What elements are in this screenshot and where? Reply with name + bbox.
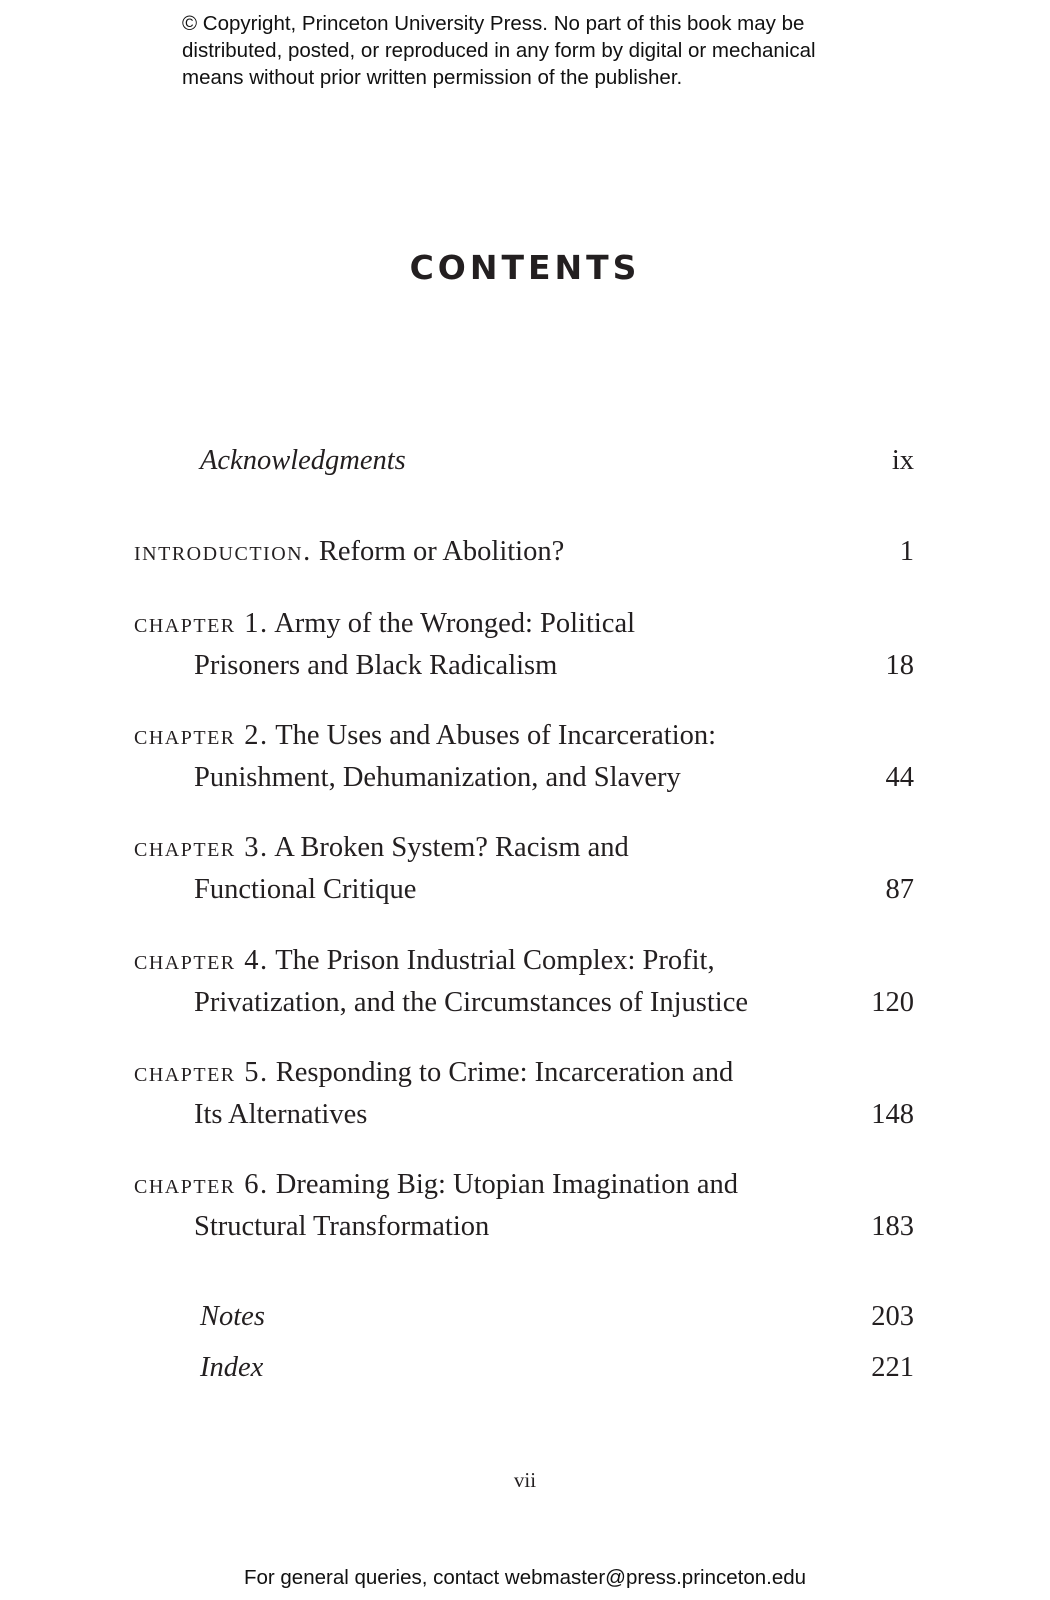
toc-entry-title: Responding to Crime: Incarceration and (275, 1057, 734, 1088)
copyright-line: means without prior written permission of the publisher. (182, 66, 683, 89)
toc-entry-label: chapter 1. (134, 608, 269, 639)
toc-entry-label: chapter 6. (134, 1169, 269, 1200)
toc-page-number: 44 (885, 762, 914, 793)
toc-entry-label: chapter 5. (134, 1057, 269, 1088)
toc-page-number: 120 (871, 987, 914, 1018)
toc-page-number: 148 (871, 1099, 914, 1130)
toc-entry-chapter-2[interactable] (134, 715, 914, 799)
toc-entry-title: Army of the Wronged: Political (274, 608, 636, 639)
toc-entry-title-continued: Prisoners and Black Radicalism (194, 650, 558, 681)
toc-entry-label: chapter 2. (134, 720, 269, 751)
toc-entry-label: chapter 3. (134, 832, 269, 863)
toc-entry-title-continued: Functional Critique (194, 874, 417, 905)
toc-page-number: 1 (899, 536, 914, 567)
toc-page-number: ix (891, 445, 914, 476)
toc-entry-notes[interactable] (200, 1296, 914, 1338)
toc-entry-label: introduction. (134, 536, 312, 567)
toc-entry-chapter-4[interactable] (134, 940, 914, 1024)
toc-page-number: 203 (871, 1301, 914, 1332)
toc-entry-title: The Uses and Abuses of Incarceration: (275, 720, 717, 751)
toc-entry-acknowledgments[interactable] (200, 440, 914, 482)
toc-entry-introduction[interactable] (134, 531, 914, 573)
toc-entry-title: Notes (200, 1301, 265, 1332)
toc-entry-title: Index (200, 1352, 264, 1383)
copyright-notice (182, 10, 942, 91)
page-folio: vii (513, 1468, 537, 1492)
toc-entry-title-continued: Its Alternatives (194, 1099, 368, 1130)
toc-entry-title-continued: Structural Transformation (194, 1211, 490, 1242)
toc-entry-title-continued: Punishment, Dehumanization, and Slavery (194, 762, 681, 793)
footer-contact: For general queries, contact webmaster@press.princeton.edu (243, 1566, 807, 1589)
toc-entry-chapter-5[interactable] (134, 1052, 914, 1136)
toc-entry-title: Reform or Abolition? (318, 536, 565, 567)
copyright-line: © Copyright, Princeton University Press. No part of this book may be (182, 12, 805, 35)
toc-entry-title: The Prison Industrial Complex: Profit, (275, 945, 715, 976)
toc-entry-title: Dreaming Big: Utopian Imagination and (275, 1169, 738, 1200)
toc-entry-chapter-3[interactable] (134, 827, 914, 911)
page-title: CONTENTS (409, 248, 641, 287)
toc-page-number: 18 (885, 650, 914, 681)
toc-entry-title: A Broken System? Racism and (274, 832, 629, 863)
toc-page-number: 183 (871, 1211, 914, 1242)
toc-page-number: 87 (885, 874, 914, 905)
toc-entry-title-continued: Privatization, and the Circumstances of Injustice (194, 987, 749, 1018)
toc-entry-title: Acknowledgments (200, 445, 406, 476)
toc-entry-chapter-6[interactable] (134, 1164, 914, 1248)
toc-entry-index[interactable] (200, 1347, 914, 1389)
copyright-line: distributed, posted, or reproduced in any form by digital or mechanical (182, 39, 816, 62)
toc-entry-label: chapter 4. (134, 945, 269, 976)
toc-entry-chapter-1[interactable] (134, 603, 914, 687)
toc-page-number: 221 (871, 1352, 914, 1383)
